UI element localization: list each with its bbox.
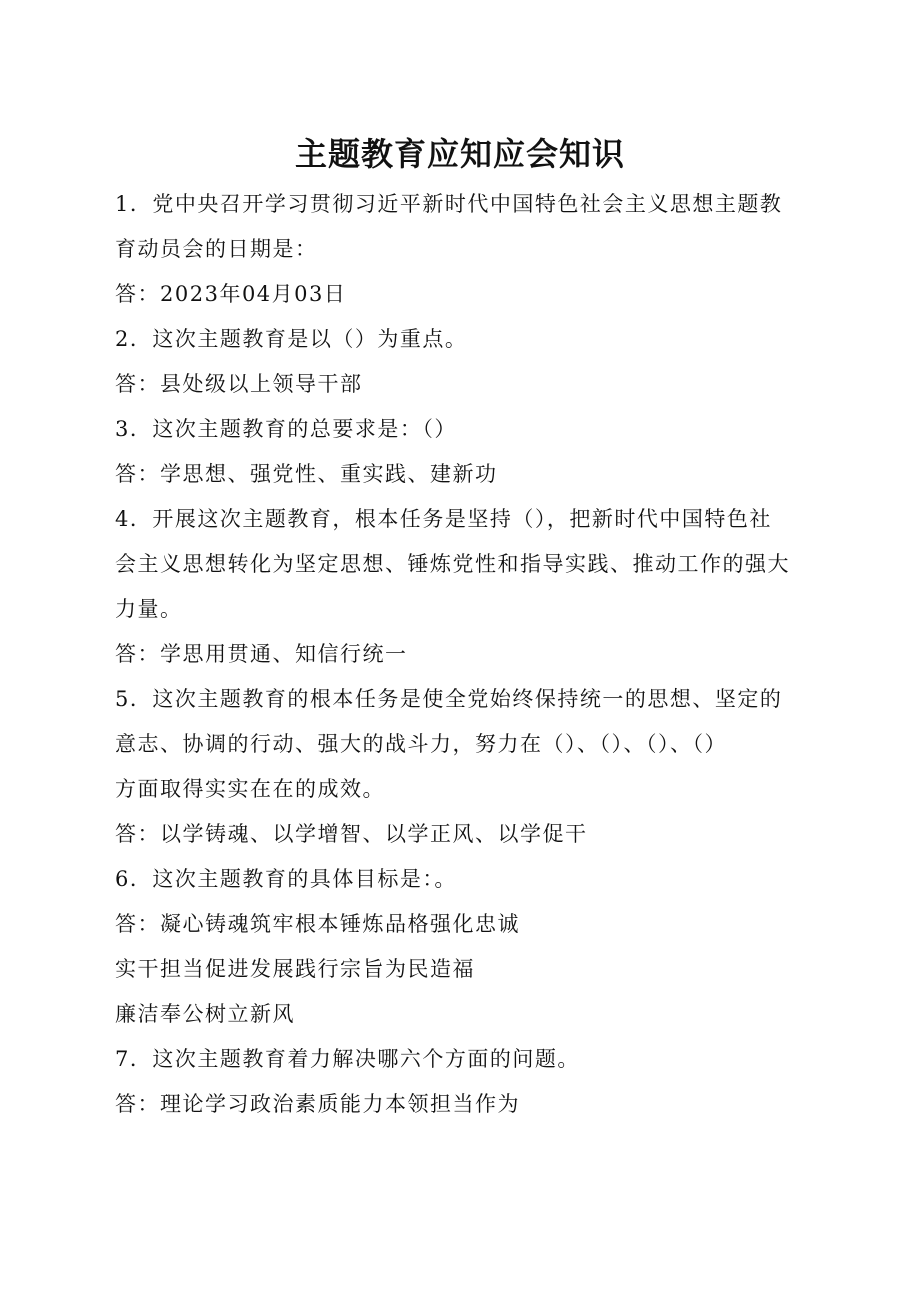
- text-line: 1．党中央召开学习贯彻习近平新时代中国特色社会主义思想主题教: [115, 192, 783, 216]
- document-body: [115, 182, 815, 1127]
- text-line: 实干担当促进发展践行宗旨为民造福: [115, 957, 475, 981]
- question-line: 2．这次主题教育是以（）为重点。: [115, 327, 468, 351]
- text-line: 力量。: [115, 597, 183, 621]
- question-line: 3．这次主题教育的总要求是：（）: [115, 417, 457, 441]
- answer-line: 答：凝心铸魂筑牢根本锤炼品格强化忠诚: [115, 912, 520, 936]
- answer-line: 答：理论学习政治素质能力本领担当作为: [115, 1092, 520, 1116]
- text-line: 意志、协调的行动、强大的战斗力，努力在（）、（）、（）、（）: [115, 732, 727, 756]
- text-line: 会主义思想转化为坚定思想、锤炼党性和指导实践、推动工作的强大: [115, 552, 790, 576]
- answer-line: 答：2023年04月03日: [115, 282, 347, 306]
- document-title: 主题教育应知应会知识: [294, 135, 625, 173]
- text-line: 育动员会的日期是：: [115, 237, 318, 261]
- answer-line: 答：学思用贯通、知信行统一: [115, 642, 408, 666]
- question-line: 5．这次主题教育的根本任务是使全党始终保持统一的思想、坚定的: [115, 687, 783, 711]
- answer-line: 答：学思想、强党性、重实践、建新功: [115, 462, 498, 486]
- text-line: 方面取得实实在在的成效。: [115, 777, 385, 801]
- question-line: 6．这次主题教育的具体目标是：。: [115, 867, 457, 891]
- question-line: 4．开展这次主题教育，根本任务是坚持（），把新时代中国特色社: [115, 507, 772, 531]
- question-line: 7．这次主题教育着力解决哪六个方面的问题。: [115, 1047, 580, 1071]
- answer-line: 答：以学铸魂、以学增智、以学正风、以学促干: [115, 822, 588, 846]
- answer-line: 答：县处级以上领导干部: [115, 372, 363, 396]
- text-line: 廉洁奉公树立新风: [115, 1002, 295, 1026]
